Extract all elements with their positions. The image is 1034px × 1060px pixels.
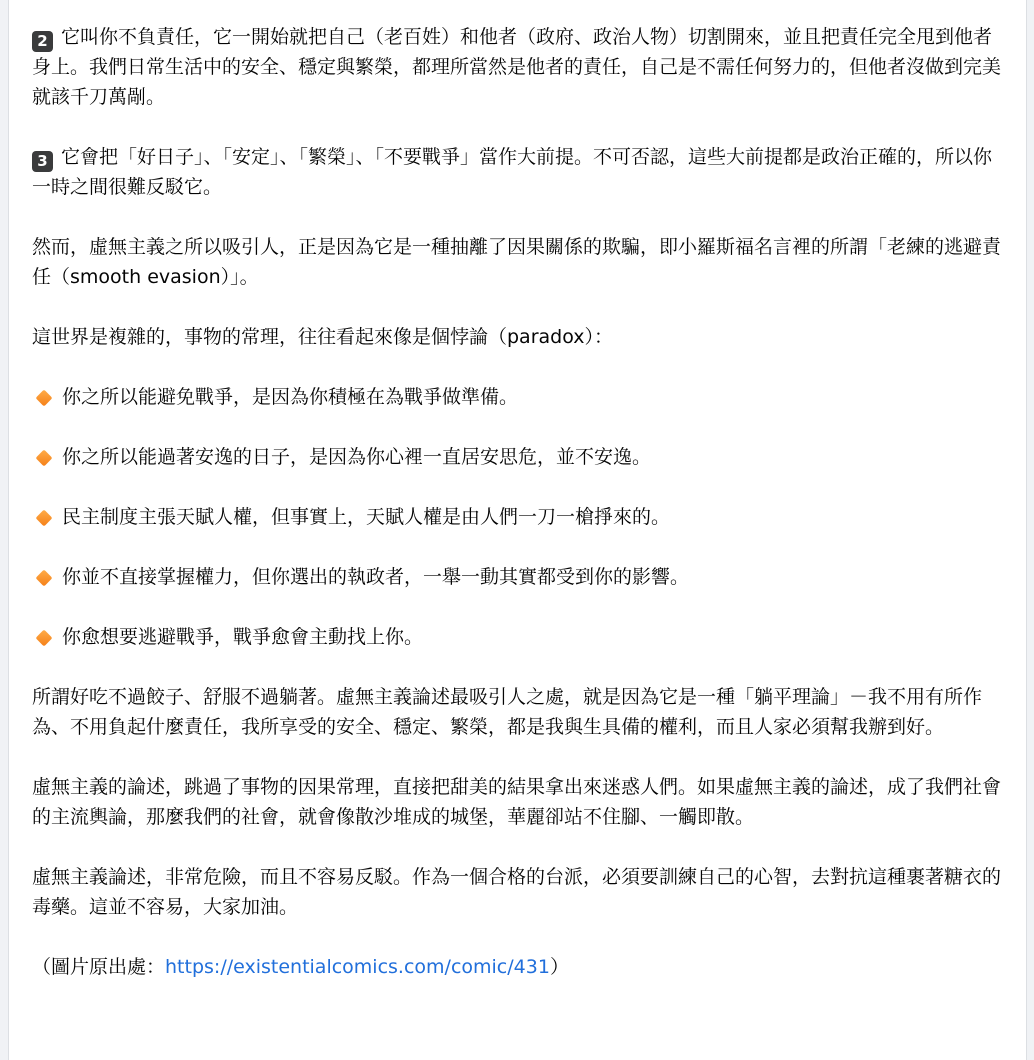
bullet-text: 你並不直接掌握權力，但你選出的執政者，一舉一動其實都受到你的影響。: [62, 566, 690, 588]
bullet-text: 民主制度主張天賦人權，但事實上，天賦人權是由人們一刀一槍掙來的。: [62, 506, 671, 528]
source-prefix: （圖片原出處：: [32, 956, 166, 978]
source-suffix: ）: [549, 956, 569, 978]
bullet-text: 你之所以能避免戰爭，是因為你積極在為戰爭做準備。: [62, 386, 519, 408]
paragraph-lying-flat: 所謂好吃不過餃子、舒服不過躺著。虛無主義論述最吸引人之處，就是因為它是一種「躺平理論」－我不用有所作為、不用負起什麼責任，我所享受的安全、穩定、繁榮，都是我與生具備的權利，而且人家必須幫我辦到好。: [32, 686, 983, 738]
orange-diamond-icon: [36, 450, 53, 467]
bullet-text: 你愈想要逃避戰爭，戰爭愈會主動找上你。: [62, 626, 424, 648]
paragraph-point-3-text: 它會把「好日子」、「安定」、「繁榮」、「不要戰爭」當作大前提。不可否認，這些大前提都是政治正確的，所以你一時之間很難反駁它。: [32, 146, 993, 198]
bullet-item: [32, 562, 1007, 592]
paragraph-point-2: [32, 22, 1007, 112]
paragraph-danger: 虛無主義論述，非常危險，而且不容易反駁。作為一個合格的台派，必須要訓練自己的心智，去對抗這種裹著糖衣的毒藥。這並不容易，大家加油。: [32, 866, 1002, 918]
source-link[interactable]: https://existentialcomics.com/comic/431: [165, 956, 550, 978]
source-line: [32, 952, 1007, 982]
paragraph-paradox: 這世界是複雜的，事物的常理，往往看起來像是個悖論（paradox）：: [32, 326, 614, 348]
keycap-3-icon: 3: [32, 151, 53, 172]
paragraph-point-3: [32, 142, 1007, 202]
bullet-item: [32, 502, 1007, 532]
keycap-2-icon: 2: [32, 31, 53, 52]
paragraph-skip-causality: 虛無主義的論述，跳過了事物的因果常理，直接把甜美的結果拿出來迷惑人們。如果虛無主義的論述，成了我們社會的主流輿論，那麼我們的社會，就會像散沙堆成的城堡，華麗卻站不住腳、一觸即散。: [32, 776, 1002, 828]
orange-diamond-icon: [36, 630, 53, 647]
paragraph-point-2-text: 它叫你不負責任，它一開始就把自己（老百姓）和他者（政府、政治人物）切割開來，並且把責任完全甩到他者身上。我們日常生活中的安全、穩定與繁榮，都理所當然是他者的責任，自己是不需任何努力的，但他者沒做到完美就該千刀萬剮。: [32, 26, 1002, 108]
post-card: [8, 0, 1027, 1060]
bullet-item: [32, 622, 1007, 652]
orange-diamond-icon: [36, 570, 53, 587]
bullet-item: [32, 442, 1007, 472]
orange-diamond-icon: [36, 390, 53, 407]
orange-diamond-icon: [36, 510, 53, 527]
bullet-item: [32, 382, 1007, 412]
paragraph-however: 然而，虛無主義之所以吸引人，正是因為它是一種抽離了因果關係的欺騙，即小羅斯福名言裡的所謂「老練的逃避責任（smooth evasion）」。: [32, 236, 1002, 288]
bullet-text: 你之所以能過著安逸的日子，是因為你心裡一直居安思危，並不安逸。: [62, 446, 652, 468]
post-body: [32, 22, 1007, 982]
